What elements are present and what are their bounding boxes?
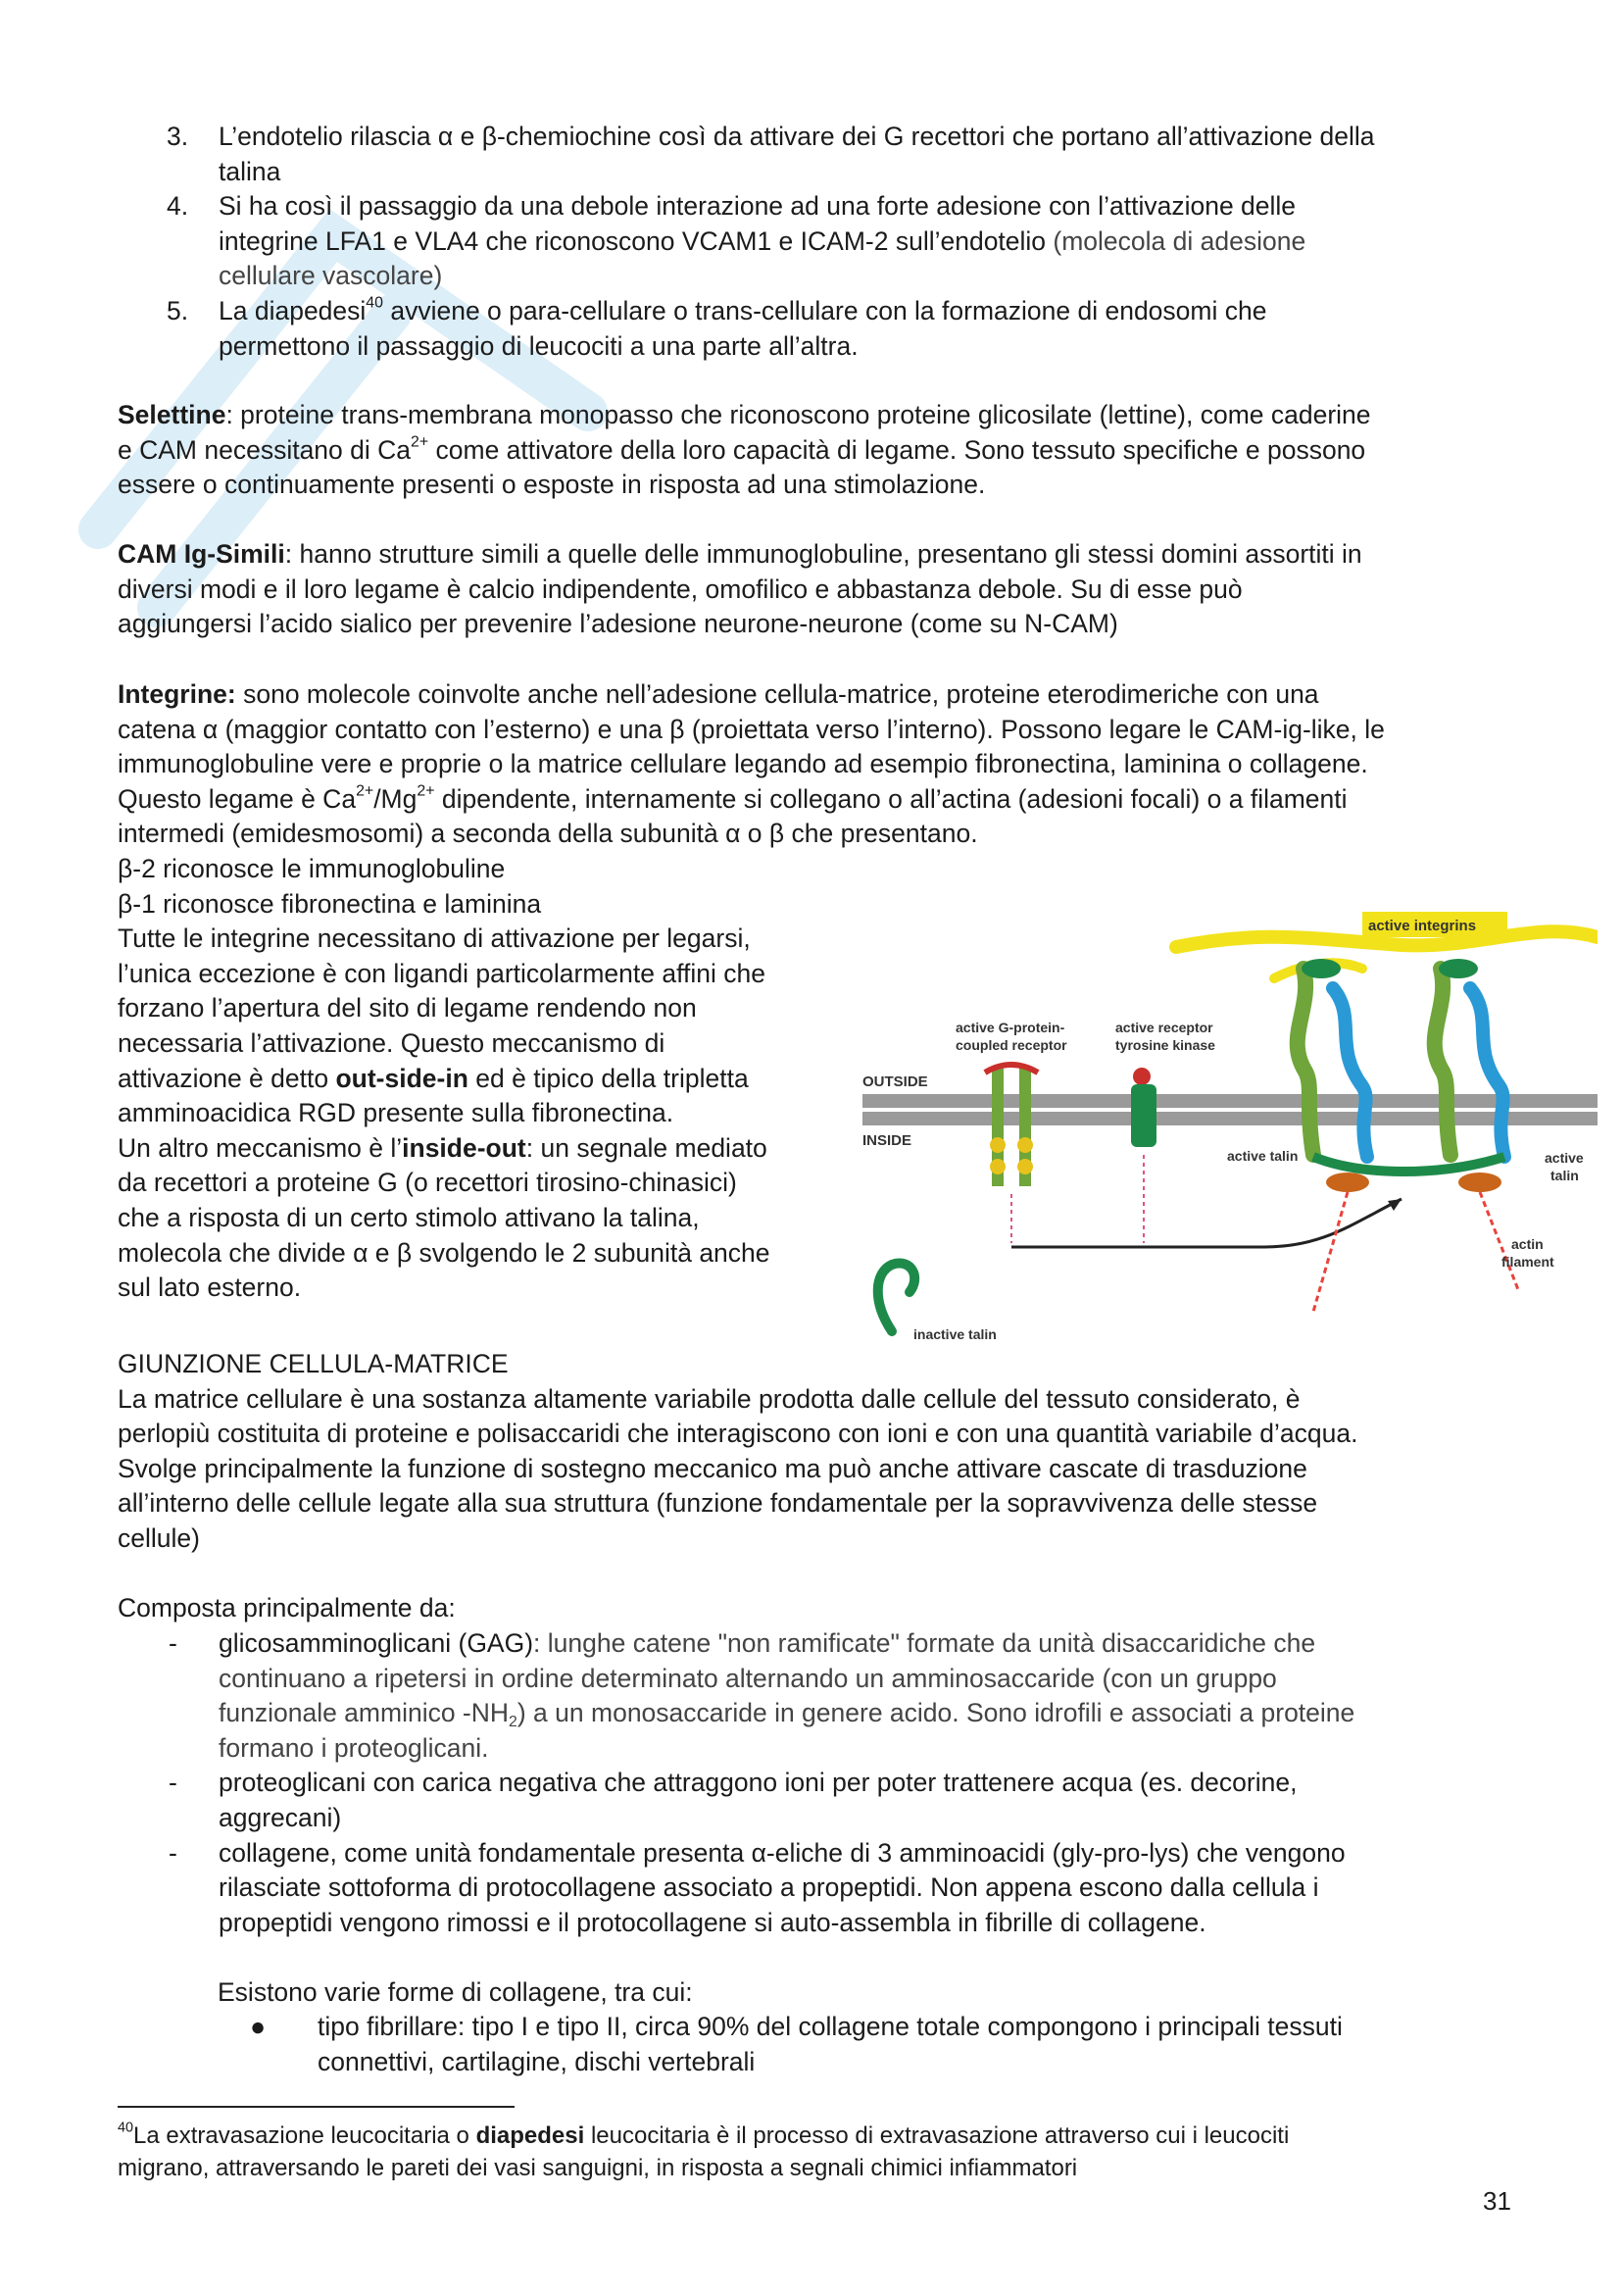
label-rtk: tyrosine kinase <box>1115 1037 1215 1053</box>
forme-intro <box>218 1975 1619 2011</box>
paragraph-text: essere o continuamente presenti o esposte in risposta ad una stimolazione. <box>118 470 986 500</box>
paragraph-text: sono molecole coinvolte anche nell’adesione cellula-matrice, proteine eterodimeriche con una <box>235 679 1319 709</box>
plasma-membrane <box>862 1094 1598 1108</box>
list-dash: - <box>169 1768 177 1798</box>
paragraph-text: sul lato esterno. <box>118 1273 302 1303</box>
superscript: 2+ <box>417 782 435 800</box>
footnote-number: 40 <box>118 2120 134 2136</box>
list-text: talina <box>219 156 281 186</box>
label-inactive-talin: inactive talin <box>913 1326 997 1342</box>
list-text-aside: (molecola di adesione <box>1053 225 1306 256</box>
paragraph-text: : un segnale mediato <box>525 1132 767 1163</box>
footnote-text: leucocitaria è il processo di extravasazione attraverso cui i leucociti <box>584 2122 1290 2149</box>
label-inside: INSIDE <box>862 1132 912 1149</box>
list-text: avviene o para-cellulare o trans-cellulare con la formazione di endosomi che <box>382 295 1267 325</box>
paragraph-text: l’unica eccezione è con ligandi particolarmente affini che <box>118 958 765 988</box>
talin-blob <box>1326 1173 1369 1192</box>
label-actin-filament: filament <box>1501 1254 1554 1270</box>
paragraph-text: La matrice cellulare è una sostanza altamente variabile prodotta dalle cellule del tessuto considerato, è <box>118 1383 1301 1414</box>
subscript: 2 <box>509 1713 517 1730</box>
paragraph-text: catena α (maggior contatto con l’esterno) e una β (proiettata verso l’interno). Possono legare le CAM-ig-like, le <box>118 714 1385 744</box>
list-text: collagene, come unità fondamentale presenta α-eliche di 3 amminoacidi (gly-pro-lys) che vengono <box>219 1837 1346 1868</box>
list-text: glicosamminoglicani (GAG) <box>219 1628 534 1658</box>
list-item <box>118 1836 1529 1941</box>
term-inside-out: inside-out <box>402 1132 526 1163</box>
label-active-talin-right: talin <box>1550 1168 1579 1183</box>
plasma-membrane <box>862 1112 1598 1125</box>
list-text: funzionale amminico -NH <box>219 1698 510 1728</box>
paragraph-text: Un altro meccanismo è l’ <box>118 1132 403 1163</box>
list-text: ) a un monosaccaride in genere acido. Sono idrofili e associati a proteine <box>516 1698 1355 1728</box>
paragraph-text: e CAM necessitano di Ca <box>118 434 412 465</box>
paragraph-text: : hanno strutture simili a quelle delle immunoglobuline, presentano gli stessi domini assortiti in <box>284 539 1362 569</box>
paragraph-text: molecola che divide α e β svolgendo le 2 subunità anche <box>118 1237 770 1268</box>
paragraph-text: cellule) <box>118 1522 200 1553</box>
list-dash: - <box>169 1628 177 1658</box>
list-text: propeptidi vengono rimossi e il protocollagene si auto-assembla in fibrille di collagene. <box>219 1907 1206 1937</box>
list-text: La diapedesi <box>219 295 367 325</box>
paragraph-text: aggiungersi l’acido sialico per prevenire l’adesione neurone-neurone (come su N-CAM) <box>118 609 1118 639</box>
list-text: proteoglicani con carica negativa che attraggono ioni per poter trattenere acqua (es. decorine, <box>219 1768 1298 1798</box>
footnote-ref: 40 <box>366 294 383 312</box>
paragraph-text: : proteine trans-membrana monopasso che riconoscono proteine glicosilate (lettine), come caderine <box>225 400 1371 429</box>
list-item <box>118 1766 1529 1835</box>
label-outside: OUTSIDE <box>862 1073 928 1090</box>
integrin-link <box>1313 1157 1504 1172</box>
term-selettine: Selettine <box>118 400 226 429</box>
footnote-text: La extravasazione leucocitaria o <box>133 2122 476 2149</box>
inactive-talin-shape <box>878 1264 914 1331</box>
active-integrin-right <box>1435 959 1504 1157</box>
term-cam: CAM Ig-Simili <box>118 539 285 569</box>
list-item <box>118 294 1529 364</box>
footnote <box>118 2120 1539 2184</box>
list-number: 5. <box>167 295 189 325</box>
page-number: 31 <box>1483 2186 1511 2216</box>
label-rtk: active receptor <box>1115 1020 1213 1035</box>
footnote-term: diapedesi <box>475 2122 585 2149</box>
paragraph-text: β-2 riconosce le immunoglobuline <box>118 853 506 883</box>
label-active-integrins: active integrins <box>1368 918 1477 934</box>
label-gpcr: coupled receptor <box>956 1037 1067 1053</box>
list-item <box>118 1626 1529 1766</box>
bullet-icon: ● <box>250 2012 267 2041</box>
paragraph-text: necessaria l’attivazione. Questo meccanismo di <box>118 1027 665 1058</box>
matrice-paragraph <box>118 1347 1519 1557</box>
list-item <box>118 120 1529 189</box>
paragraph-text: amminoacidica RGD presente sulla fibronectina. <box>118 1098 674 1128</box>
components-list <box>118 1626 1529 1940</box>
paragraph-text: diversi modi e il loro legame è calcio indipendente, omofilico e abbastanza debole. Su di esse può <box>118 574 1243 604</box>
footnote-text: migrano, attraversando le pareti dei vasi sanguigni, in risposta a segnali chimici infiammatori <box>118 2155 1078 2181</box>
talin-blob <box>1458 1173 1501 1192</box>
list-dash: - <box>169 1837 177 1868</box>
list-item <box>218 2010 1521 2079</box>
paragraph-text: Questo legame è Ca <box>118 783 357 814</box>
paragraph-text: da recettori a proteine G (o recettori tirosino-chinasici) <box>118 1168 737 1198</box>
list-text-aside: cellulare vascolare) <box>219 261 443 291</box>
g-protein-receptor <box>985 1065 1038 1243</box>
list-text: Si ha così il passaggio da una debole interazione ad una forte adesione con l’attivazione delle <box>219 191 1297 222</box>
term-integrine: Integrine: <box>118 679 236 709</box>
composta-paragraph <box>118 1591 1519 1626</box>
list-text: permettono il passaggio di leucociti a una parte all’altra. <box>219 330 859 361</box>
list-number: 3. <box>167 122 189 151</box>
paragraph-text: forzano l’apertura del sito di legame rendendo non <box>118 993 697 1023</box>
footnote-divider <box>118 2106 515 2108</box>
paragraph-text: intermedi (emidesmosomi) a seconda della subunità α o β che presentano. <box>118 819 978 849</box>
paragraph-text: dipendente, internamente si collegano o all’actina (adesioni focali) o a filamenti <box>434 783 1348 814</box>
paragraph-text: all’interno delle cellule legate alla sua struttura (funzione fondamentale per la sopravvivenza delle stesse <box>118 1488 1318 1519</box>
list-text: continuano a ripetersi in ordine determinato alternando un amminosaccaride (con un gruppo <box>219 1663 1277 1693</box>
paragraph-text: che a risposta di un certo stimolo attivano la talina, <box>118 1202 700 1232</box>
list-text: tipo fibrillare: tipo I e tipo II, circa 90% del collagene totale compongono i principali tessuti <box>318 2012 1343 2041</box>
selettine-paragraph <box>118 398 1519 503</box>
numbered-list <box>118 120 1529 364</box>
tyrosine-kinase-receptor <box>1131 1068 1156 1243</box>
superscript: 2+ <box>356 782 374 800</box>
collagen-types-list <box>218 2010 1521 2079</box>
list-text: rilasciate sottoforma di protocollagene associato a propeptidi. Non appena escono dalla cellula i <box>219 1872 1319 1903</box>
paragraph-text: /Mg <box>373 783 418 814</box>
active-integrin-left <box>1298 959 1367 1157</box>
section-heading: GIUNZIONE CELLULA-MATRICE <box>118 1349 509 1378</box>
label-active-talin: active talin <box>1227 1148 1299 1164</box>
list-text: L’endotelio rilascia α e β-chemiochine così da attivare dei G recettori che portano all’attivazione della <box>219 122 1375 151</box>
list-item <box>118 189 1529 294</box>
paragraph-text: come attivatore della loro capacità di legame. Sono tessuto specifiche e possono <box>428 434 1366 465</box>
paragraph-text: Tutte le integrine necessitano di attivazione per legarsi, <box>118 923 751 954</box>
list-text: : lunghe catene "non ramificate" formate da unità disaccaridiche che <box>533 1628 1316 1658</box>
label-gpcr: active G-protein- <box>956 1020 1065 1035</box>
paragraph-text: perlopiù costituita di proteine e polisaccaridi che interagiscono con ioni e con una quantità variabile d’acqua. <box>118 1419 1358 1449</box>
superscript: 2+ <box>411 432 429 450</box>
paragraph-text: attivazione è detto <box>118 1063 336 1093</box>
list-text: integrine LFA1 e VLA4 che riconoscono VCAM1 e ICAM-2 sull’endotelio <box>219 225 1054 256</box>
paragraph-text: immunoglobuline vere e proprie o la matrice cellulare legando ad esempio fibronectina, laminina o collagene. <box>118 749 1368 779</box>
integrin-activation-figure <box>853 900 1598 1351</box>
paragraph-text: Svolge principalmente la funzione di sostegno meccanico ma può anche attivare cascate di trasduzione <box>118 1453 1307 1483</box>
paragraph-text: Esistono varie forme di collagene, tra cui: <box>218 1977 693 2007</box>
paragraph-text: β-1 riconosce fibronectina e laminina <box>118 888 542 919</box>
label-actin-filament: actin <box>1511 1236 1544 1252</box>
list-text: formano i proteoglicani. <box>219 1732 489 1763</box>
term-outside-in: out-side-in <box>335 1063 468 1093</box>
list-number: 4. <box>167 191 189 222</box>
cam-paragraph <box>118 537 1519 642</box>
paragraph-text: Composta principalmente da: <box>118 1593 456 1622</box>
actin-filament <box>1313 1192 1519 1312</box>
list-text: aggrecani) <box>219 1802 342 1832</box>
paragraph-text: ed è tipico della tripletta <box>467 1063 749 1093</box>
label-active-talin-right: active <box>1545 1150 1584 1166</box>
list-text: connettivi, cartilagine, dischi vertebrali <box>318 2046 756 2076</box>
